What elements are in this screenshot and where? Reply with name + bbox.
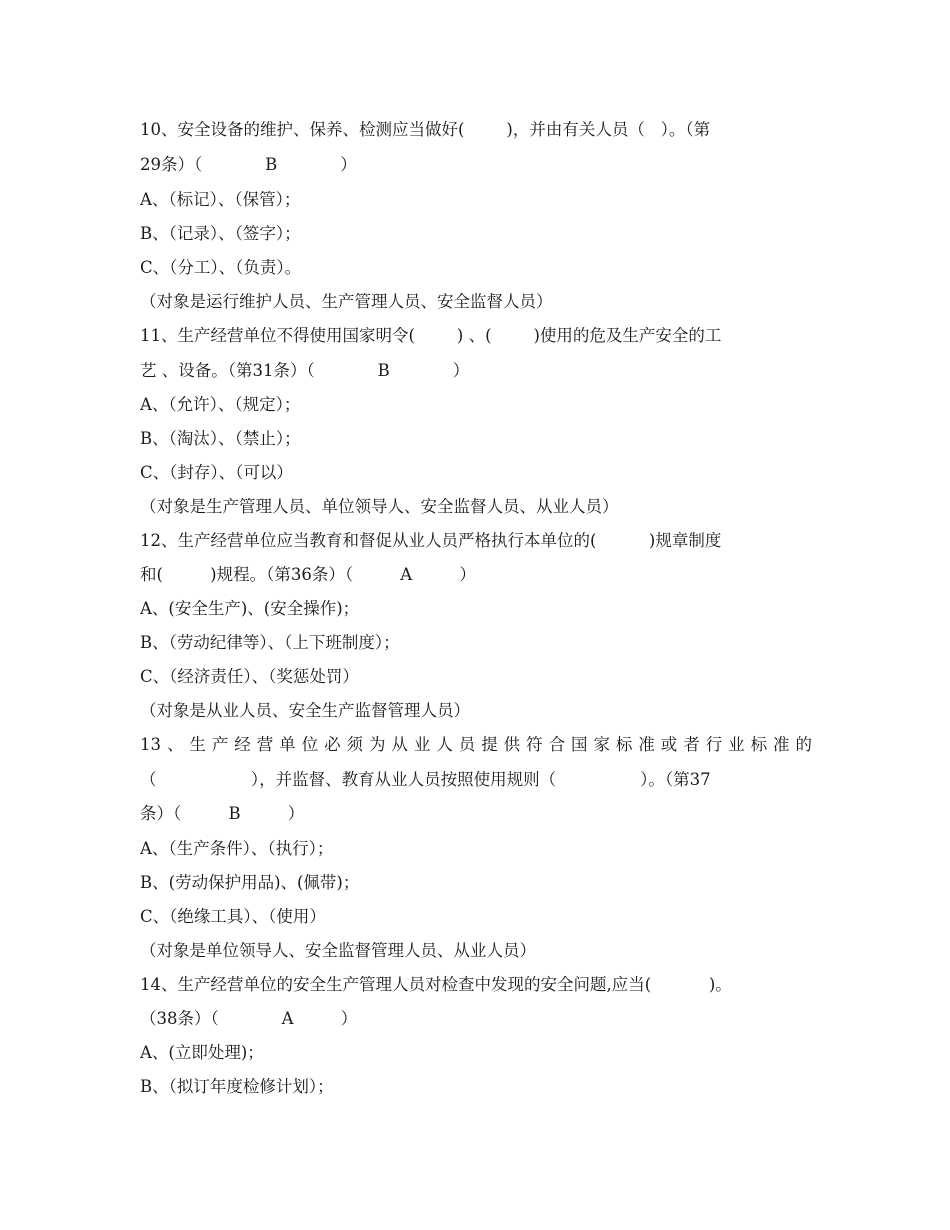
q12-option-b: B、（劳动纪律等）、（上下班制度）； xyxy=(140,633,400,652)
q14-stem-line1: 14、生产经营单位的安全生产管理人员对检查中发现的安全问题,应当( )。 xyxy=(140,975,732,994)
q10-option-a: A、（标记）、（保管）； xyxy=(140,190,301,209)
q10-option-b: B、（记录）、（签字）； xyxy=(140,224,301,243)
q11-stem-line2: 艺 、设备。（第31条）（ B ） xyxy=(140,361,470,380)
q11-audience-note: （对象是生产管理人员、单位领导人、安全监督人员、从业人员） xyxy=(140,497,619,516)
q14-option-b: B、（拟订年度检修计划）； xyxy=(140,1077,334,1096)
q12-audience-note: （对象是从业人员、安全生产监督管理人员） xyxy=(140,701,470,720)
q13-option-a: A、（生产条件）、（执行）； xyxy=(140,839,334,858)
q11-option-b: B、（淘汰）、（禁止）； xyxy=(140,429,301,448)
q10-stem-line2: 29条）（ B ） xyxy=(140,155,357,174)
q11-option-c: C、（封存）、（可以） xyxy=(140,463,293,482)
q13-stem-line3: 条）（ B ） xyxy=(140,804,305,823)
q12-option-c: C、（经济责任）、（奖惩处罚） xyxy=(140,667,359,686)
q13-audience-note: （对象是单位领导人、安全监督管理人员、从业人员） xyxy=(140,941,536,960)
q12-stem-line2: 和( )规程。（第36条）（ A ） xyxy=(140,565,476,584)
q12-stem-line1: 12、生产经营单位应当教育和督促从业人员严格执行本单位的( )规章制度 xyxy=(140,531,722,550)
q10-stem-line1: 10、安全设备的维护、保养、检测应当做好( )，并由有关人员（ ）。（第 xyxy=(140,120,711,139)
q11-option-a: A、（允许）、（规定）； xyxy=(140,395,301,414)
q10-audience-note: （对象是运行维护人员、生产管理人员、安全监督人员） xyxy=(140,292,553,311)
q12-option-a: A、(安全生产)、(安全操作)； xyxy=(140,599,360,618)
q11-stem-line1: 11、生产经营单位不得使用国家明令( ) 、( )使用的危及生产安全的工 xyxy=(140,326,722,345)
q14-stem-line2: （38条）（ A ） xyxy=(140,1009,358,1028)
q13-stem-line2: （ ），并监督、教育从业人员按照使用规则（ ）。（第37 xyxy=(140,770,711,789)
q13-option-c: C、（绝缘工具）、（使用） xyxy=(140,907,326,926)
q14-option-a: A、(立即处理)； xyxy=(140,1043,264,1062)
q10-option-c: C、（分工）、（负责）。 xyxy=(140,258,302,277)
q13-stem-line1: 13、生产经营单位必须为从业人员提供符合国家标准或者行业标准的 xyxy=(140,735,812,754)
q13-option-b: B、(劳动保护用品)、(佩带)； xyxy=(140,873,360,892)
